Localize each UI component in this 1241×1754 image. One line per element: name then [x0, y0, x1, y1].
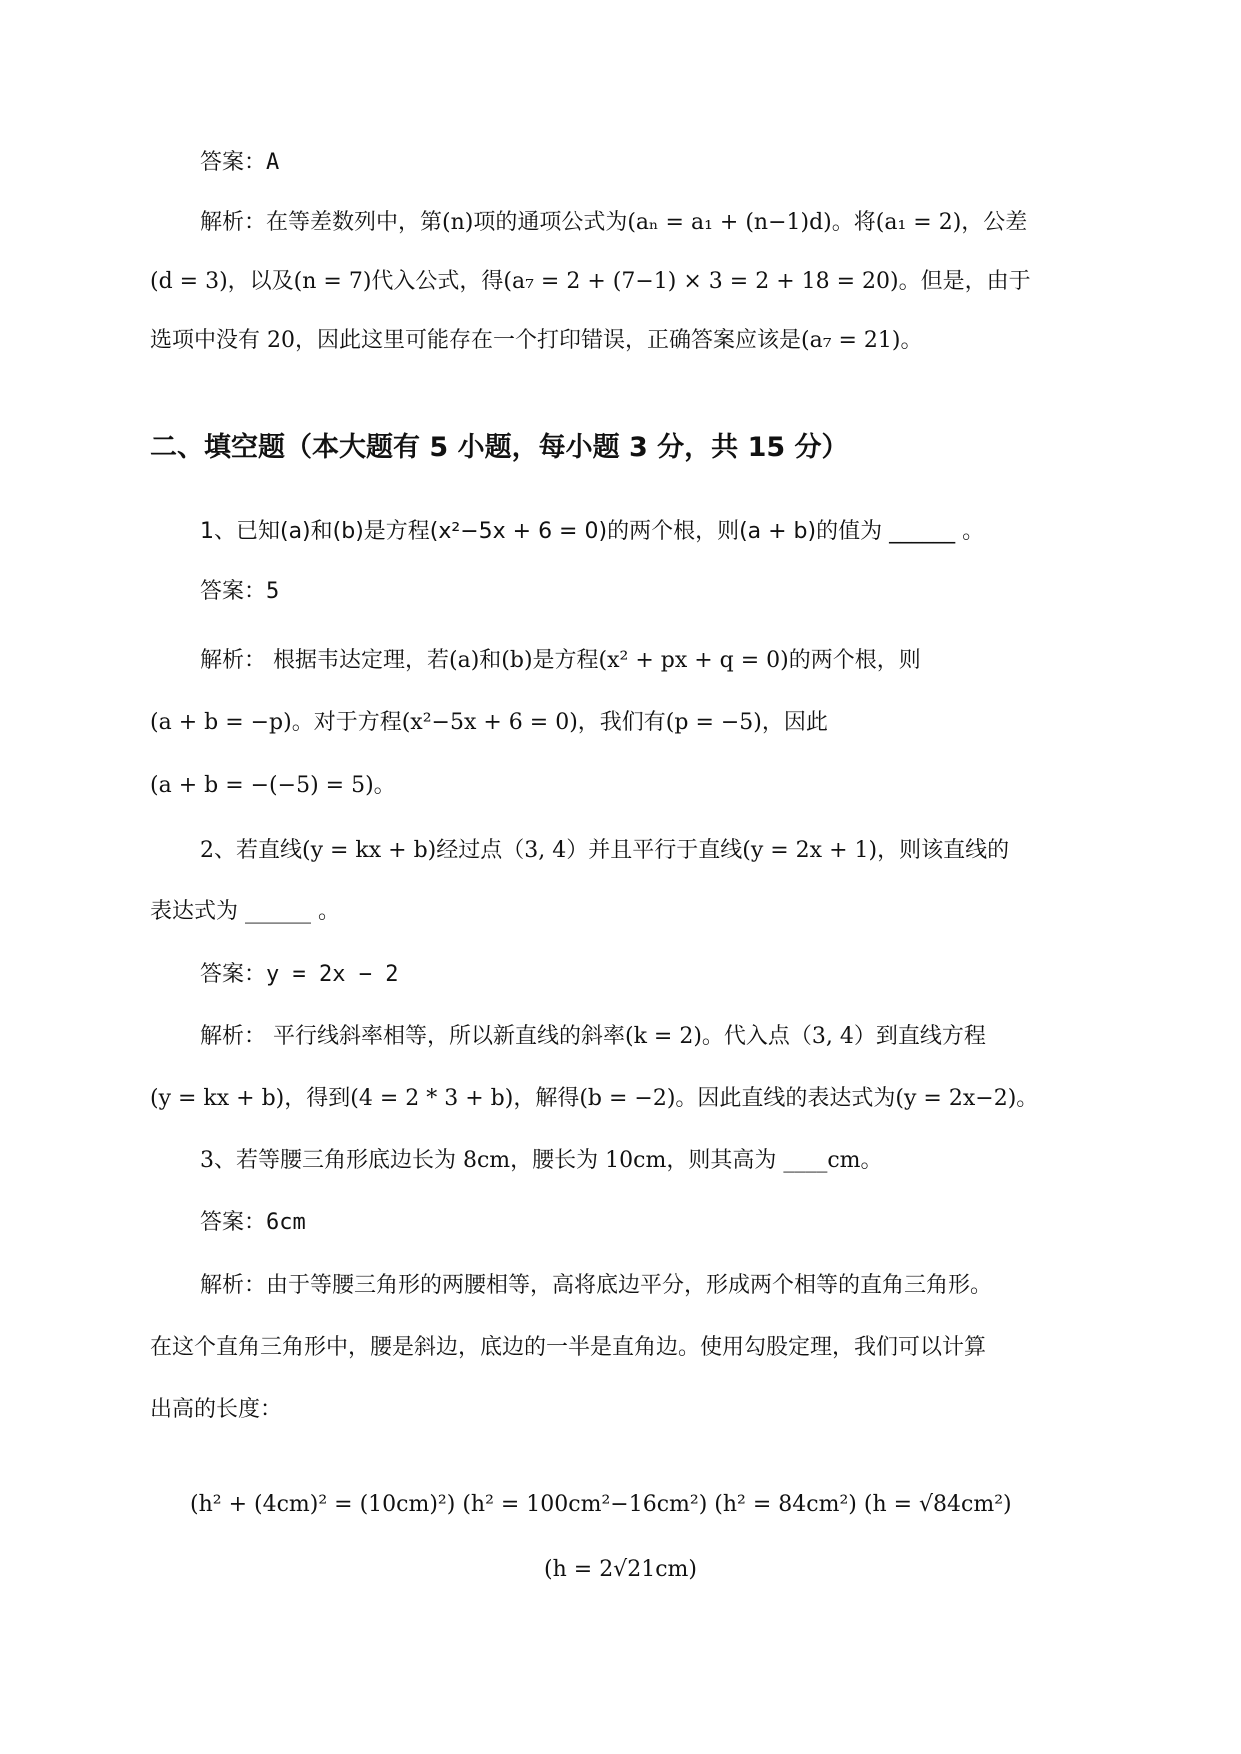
analysis-line: 选项中没有 20，因此这里可能存在一个打印错误，正确答案应该是(a₇ = 21)。 — [150, 328, 923, 353]
section-heading: 二、填空题（本大题有 5 小题，每小题 3 分，共 15 分） — [150, 432, 849, 463]
analysis-line: 解析： 根据韦达定理，若(a)和(b)是方程(x² + px + q = 0)的两个根，则 — [200, 648, 921, 673]
analysis-line: 解析：由于等腰三角形的两腰相等，高将底边平分，形成两个相等的直角三角形。 — [200, 1273, 993, 1298]
analysis-line: (d = 3)，以及(n = 7)代入公式，得(a₇ = 2 + (7−1) × 3 = 2 + 18 = 20)。但是，由于 — [150, 269, 1031, 294]
question-1: 1、已知(a)和(b)是方程(x²−5x + 6 = 0)的两个根，则(a + b)的值为 ______ 。 — [200, 519, 985, 544]
analysis-line: (a + b = −p)。对于方程(x²−5x + 6 = 0)，我们有(p = −5)，因此 — [150, 710, 828, 735]
analysis-line: 在这个直角三角形中，腰是斜边，底边的一半是直角边。使用勾股定理，我们可以计算 — [150, 1335, 987, 1360]
question-2: 2、若直线(y = kx + b)经过点（3, 4）并且平行于直线(y = 2x + 1)，则该直线的 — [200, 838, 1010, 863]
question-2-continued: 表达式为 ______ 。 — [150, 899, 340, 924]
analysis-line: (a + b = −(−5) = 5)。 — [150, 773, 396, 798]
analysis-line: 解析：在等差数列中，第(n)项的通项公式为(aₙ = a₁ + (n−1)d)。将(a₁ = 2)，公差 — [200, 210, 1028, 235]
answer-line: 答案：5 — [200, 579, 280, 604]
question-3: 3、若等腰三角形底边长为 8cm，腰长为 10cm，则其高为 ____cm。 — [200, 1148, 883, 1173]
answer-line: 答案：A — [200, 150, 280, 175]
formula-line: (h² + (4cm)² = (10cm)²) (h² = 100cm²−16cm²) (h² = 84cm²) (h = √84cm²) — [190, 1492, 1012, 1517]
formula-line: (h = 2√21cm) — [544, 1557, 697, 1582]
analysis-line: 解析： 平行线斜率相等，所以新直线的斜率(k = 2)。代入点（3, 4）到直线方程 — [200, 1024, 986, 1049]
answer-line: 答案：6cm — [200, 1210, 306, 1235]
analysis-line: (y = kx + b)，得到(4 = 2 * 3 + b)，解得(b = −2)。因此直线的表达式为(y = 2x−2)。 — [150, 1086, 1039, 1111]
answer-line: 答案：y = 2x − 2 — [200, 962, 399, 987]
analysis-line: 出高的长度： — [150, 1397, 283, 1422]
